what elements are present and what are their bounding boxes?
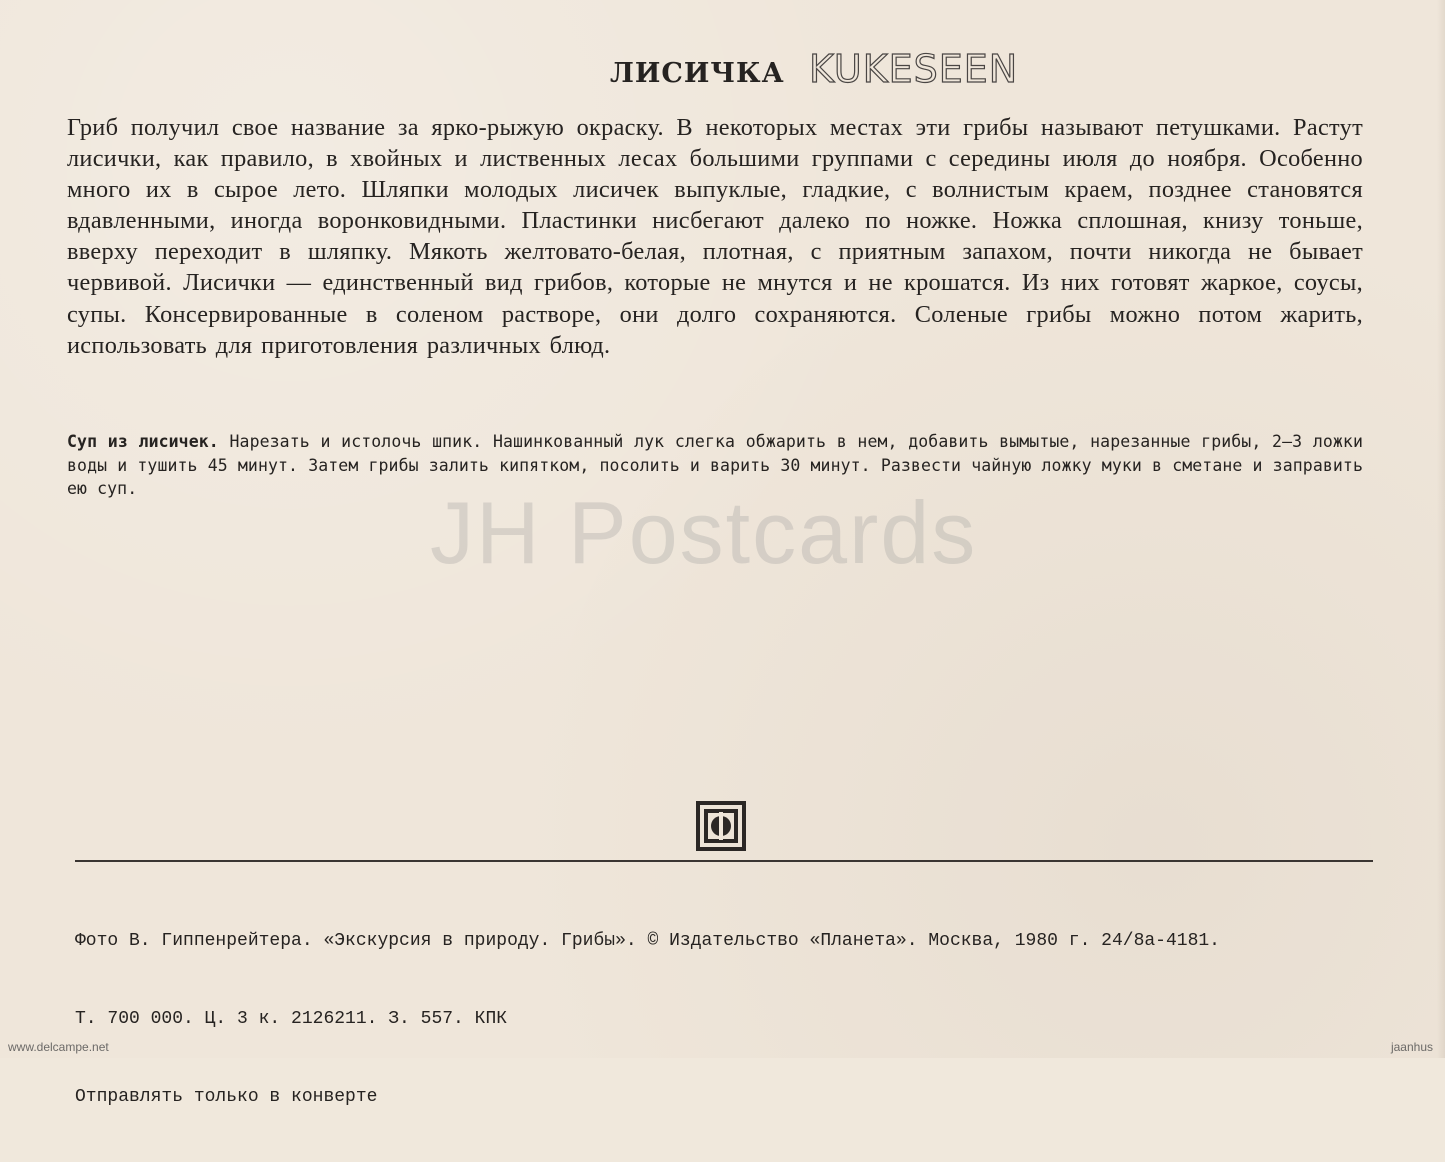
publisher-logo-icon — [696, 801, 746, 851]
svg-text:KUKESEEN: KUKESEEN — [809, 47, 1019, 91]
imprint-block — [75, 876, 1395, 1162]
watermark: JH Postcards — [430, 483, 978, 582]
mushroom-description: Гриб получил свое название за ярко-рыжую окраску. В некоторых местах эти грибы называют петушками. Растут лисички, как правило, в хвойных и лиственных лесах большими группами с середины июля до ноября. Особенно много их в сырое лето. Шляпки молодых лисичек выпуклые, гладкие, с волнистым краем, позднее становятся вдавленными, иногда воронковидными. Пластинки нисбегают далеко по ножке. Ножка сплошная, книзу тоньше, вверху переходит в шляпку. Мякоть желтовато-белая, плотная, с приятным запахом, почти никогда не бывает червивой. Лисички — единственный вид грибов, которые не мнутся и не крошатся. Из них готовят жаркое, соусы, супы. Консервированные в соленом растворе, они долго сохраняются. Соленые грибы можно потом жарить, использовать для приготовления различных блюд. — [67, 114, 1363, 359]
recipe-text: Нарезать и истолочь шпик. Нашинкованный лук слегка обжарить в нем, добавить вымытые, нарезанные грибы, 2—3 ложки воды и тушить 45 минут. Затем грибы залить кипятком, посолить и варить 30 минут. Развести чайную ложку муки в сметане и заправить ею суп. — [67, 432, 1363, 498]
header — [610, 48, 1130, 108]
imprint-divider — [75, 860, 1373, 862]
imprint-line-3: Отправлять только в конверте — [75, 1087, 378, 1107]
mushroom-title: ЛИСИЧКА — [610, 58, 785, 89]
footer-right-text: jaanhus — [1390, 1040, 1433, 1054]
recipe-paragraph — [67, 430, 1363, 501]
imprint-line-1: Фото В. Гиппенрейтера. «Экскурсия в природу. Грибы». © Издательство «Планета». Москва, 1980 г. 24/8а-4181. — [75, 931, 1220, 951]
recipe-title: Суп из лисичек. — [67, 432, 219, 451]
handwritten-note — [805, 40, 1050, 96]
footer-left-text: www.delcampe.net — [8, 1040, 109, 1054]
imprint-line-2: Т. 700 000. Ц. 3 к. 2126211. З. 557. КПК — [75, 1009, 508, 1029]
paper-edge-shadow — [1437, 0, 1445, 1058]
